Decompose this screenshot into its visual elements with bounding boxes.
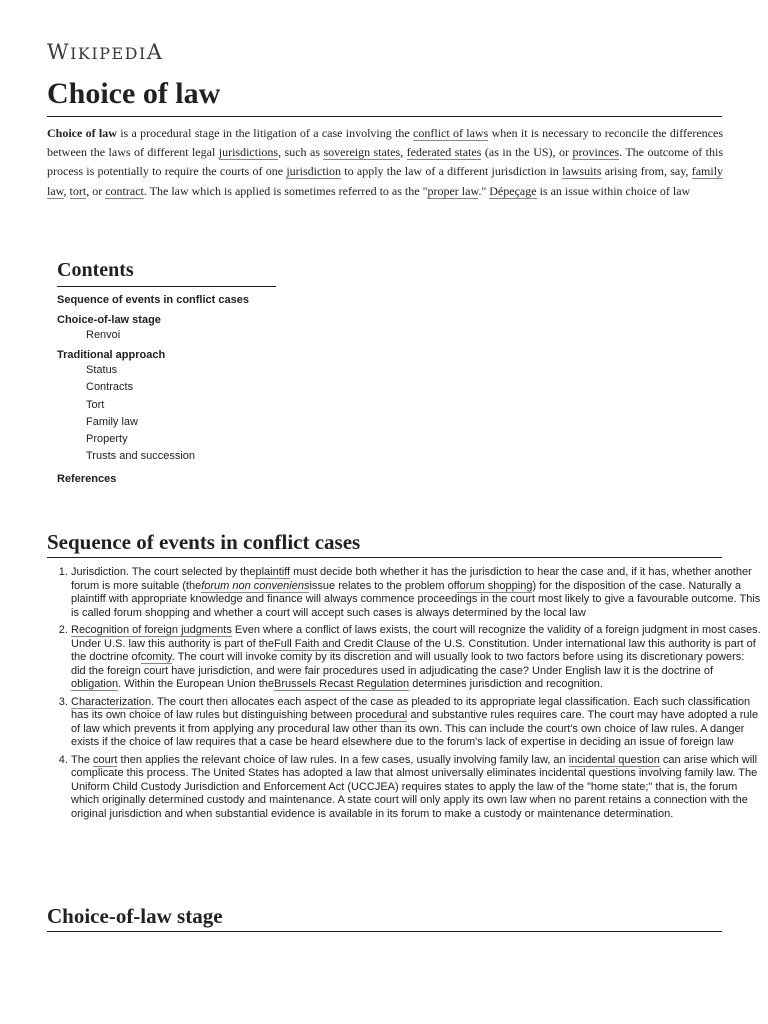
link-depecage[interactable]: Dépeçage <box>489 183 537 198</box>
link-brussels-recast-regulation[interactable]: Brussels Recast Regulation <box>274 678 410 690</box>
link-jurisdiction[interactable]: jurisdiction <box>286 164 342 179</box>
toc-item-family-law[interactable]: Family law <box>86 415 138 428</box>
link-forum-shopping[interactable]: forum shopping <box>456 579 533 592</box>
toc-item-tort[interactable]: Tort <box>86 398 105 411</box>
toc-item-sequence-of-events[interactable]: Sequence of events in conflict cases <box>57 294 249 306</box>
list-item: 3. Characterization. The court then allocates each aspect of the case as pleaded to its appropriate legal classification. Each such classification has its own choice of law rules but distinguishing between procedural and substantive rules requires care. The court may have adopted a rule of law which prevents it from applying any procedural law other than its own. This can include the court's own choice of law rules. A danger exists if the choice of law requires that a case be heard elsewhere due to the forum's lack of expertise in deciding an issue of foreign law <box>71 696 761 750</box>
toc-item-property[interactable]: Property <box>86 433 128 446</box>
link-characterization[interactable]: Characterization <box>71 695 152 708</box>
link-provinces[interactable]: provinces <box>572 145 620 160</box>
table-of-contents <box>57 256 357 486</box>
toc-item-references[interactable]: References <box>57 473 117 486</box>
link-lawsuits[interactable]: lawsuits <box>562 164 602 179</box>
link-incidental-question[interactable]: incidental question <box>568 753 660 766</box>
link-forum-non-conveniens[interactable]: forum non conveniens <box>201 579 310 592</box>
link-full-faith-and-credit-clause[interactable]: Full Faith and Credit Clause <box>273 637 411 650</box>
link-contract[interactable]: contract <box>105 183 144 198</box>
toc-item-contracts[interactable]: Contracts <box>86 381 134 394</box>
link-recognition-of-foreign-judgments[interactable]: Recognition of foreign judgments <box>71 624 232 636</box>
sequence-list <box>47 566 761 825</box>
link-proper-law[interactable]: proper law <box>427 183 479 198</box>
link-comity[interactable]: comity <box>140 651 172 663</box>
link-tort[interactable]: tort <box>69 183 87 198</box>
link-family-law[interactable]: family law <box>47 164 724 198</box>
link-federated-states[interactable]: federated states <box>406 145 482 160</box>
toc-item-trusts-and-succession[interactable]: Trusts and succession <box>86 450 196 463</box>
link-plaintiff[interactable]: plaintiff <box>255 566 291 578</box>
link-court[interactable]: court <box>93 753 118 766</box>
lead-paragraph: Choice of law is a procedural stage in the litigation of a case involving the conflict of laws when it is necessary to reconcile the differences between the laws of different legal jurisdictions, such as sovereign states, federated states (as in the US), or provinces. The outcome of this process is potentially to require the courts of one jurisdiction to apply the law of a different jurisdiction in lawsuits arising from, say, family law, tort, or contract. The law which is applied is sometimes referred to as the "proper law." Dépeçage is an issue within choice of law <box>47 126 724 198</box>
link-conflict-of-laws[interactable]: conflict of laws <box>413 126 489 140</box>
page-title: Choice of law <box>47 74 722 117</box>
toc-item-status[interactable]: Status <box>86 364 118 377</box>
toc-title: Contents <box>57 256 276 287</box>
toc-item-traditional-approach[interactable]: Traditional approach <box>57 349 166 362</box>
list-item: 4. The court then applies the relevant choice of law rules. In a few cases, usually involving family law, an incidental question can arise which will complicate this process. The United States has adopted a law that almost universally eliminates incidental questions involving family law. The Uniform Child Custody Jurisdiction and Enforcement Act (UCCJEA) requires states to apply the law of the "home state;" that is, the forum which originally determined custody and maintenance. A state court will only apply its own law when no parent retains a connection with the original jurisdiction and when substantial evidence is available in its forum to make a custody or maintenance determination. <box>71 754 761 822</box>
wikipedia-wordmark[interactable]: WIKIPEDIA <box>47 40 164 64</box>
lead-term: Choice of law <box>47 126 117 140</box>
toc-item-renvoi[interactable]: Renvoi <box>86 329 121 341</box>
link-procedural[interactable]: procedural <box>355 709 408 721</box>
toc-list <box>57 294 357 486</box>
section-heading-sequence: Sequence of events in conflict cases <box>47 528 722 558</box>
link-sovereign-states[interactable]: sovereign states <box>323 145 401 160</box>
toc-item-choice-of-law-stage[interactable]: Choice-of-law stage <box>57 314 161 326</box>
link-obligation[interactable]: obligation <box>71 678 119 690</box>
link-jurisdictions[interactable]: jurisdictions <box>218 145 279 160</box>
section-heading-choice-of-law-stage: Choice-of-law stage <box>47 902 722 932</box>
list-item: 1. Jurisdiction. The court selected by theplaintiff must decide both whether it has the jurisdiction to hear the case and, if it has, whether another forum is more suitable (theforum non conveniensissue relates to the problem offorum shopping) for the disposition of the case. Naturally a plaintiff with appropriate knowledge and finance will always commence proceedings in the court most likely to give a favourable outcome. This is called forum shopping and whether a court will accept such cases is always determined by the local law <box>71 566 761 620</box>
list-item: 2. Recognition of foreign judgments Even where a conflict of laws exists, the court will recognize the validity of a foreign judgment in most cases. Under U.S. law this authority is part of theFull Faith and Credit Clause of the U.S. Constitution. Under international law this authority is part of the doctrine ofcomity. The court will invoke comity by its discretion and will usually look to two factors before using its discretionary powers: did the foreign court have jurisdiction, and were fair procedures used in adjudicating the case? Under English law it is the doctrine of obligation. Within the European Union theBrussels Recast Regulation determines jurisdiction and recognition. <box>71 624 761 692</box>
